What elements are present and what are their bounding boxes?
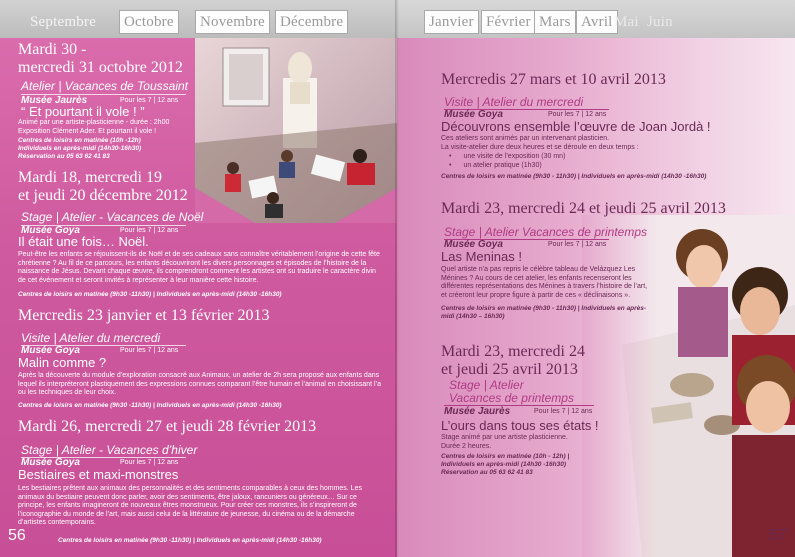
tab-juin[interactable]: Juin	[647, 14, 673, 30]
event-schedule: Centres de loisirs en matinée (9h30 -11h30) | Individuels en après-midi (14h30 -16h30)	[18, 291, 282, 298]
event-venue: Musée Jaurès	[21, 95, 88, 106]
event-title: Bestiaires et maxi-monstres	[18, 467, 179, 482]
event-title: Il était une fois… Noël.	[18, 234, 149, 249]
event-age: Pour les 7 | 12 ans	[120, 459, 179, 466]
event-date: Mercredis 27 mars et 10 avril 2013	[441, 71, 666, 88]
list-item: • un atelier pratique (1h30)	[463, 162, 565, 171]
tab-avril[interactable]: Avril	[576, 10, 618, 34]
event-category: Stage | Atelier Vacances de printemps	[444, 225, 648, 239]
event-description: Ces ateliers sont animés par un intervenant plasticien. La visite-atelier dure deux heures et se déroule en deux temps :	[441, 135, 639, 151]
event-age: Pour les 7 | 12 ans	[120, 347, 179, 354]
list-item: • une visite de l’exposition (30 mn)	[463, 153, 565, 162]
event-date: Mercredis 23 janvier et 13 février 2013	[18, 307, 270, 324]
event-category: Visite | Atelier du mercredi	[444, 95, 584, 109]
event-category: Atelier | Vacances de Toussaint	[21, 79, 188, 93]
event-venue: Musée Goya	[21, 225, 80, 236]
event-description: Quel artiste n’a pas repris le célèbre tableau de Velázquez Les Ménines ? Au cours de cet atelier, les enfants recenseront les différentes représentations des Ménines à travers l’histoire de l’art, et créeront leur propre figure à partir de ces « déclinaisons ».	[441, 266, 648, 299]
event-category: Stage | Atelier - Vacances de Noël	[21, 210, 204, 224]
left-page	[0, 0, 397, 557]
event-date: Mardi 23, mercredi 24 et jeudi 25 avril 2013	[441, 343, 585, 378]
event-age: Pour les 7 | 12 ans	[548, 241, 607, 248]
tab-fevrier[interactable]: Février	[481, 10, 536, 34]
tab-septembre[interactable]: Septembre	[30, 14, 96, 30]
month-tabs-left	[0, 0, 397, 38]
event-venue: Musée Goya	[21, 457, 80, 468]
event-title: “ Et pourtant il vole ! ”	[21, 104, 145, 119]
event-schedule: Centres de loisirs en matinée (9h30 - 11h30) | Individuels en après-midi (14h30 -16h30)	[441, 173, 707, 180]
event-title: Las Meninas !	[441, 249, 522, 264]
event-description: Peut-être les enfants se réjouissent-ils de Noël et de ses cadeaux sans connaître véritablement l’origine de cette fête chrétienne ? Au fil de ce parcours, les enfants découvriront les divers personnages et épisodes de l’histoire de la naissance de Jésus. Devant chaque œuvre, ils comprendront comment les artistes ont su traduire le caractère divin de cet événement et seront invités à représenter à leur manière cette histoire.	[18, 251, 380, 284]
event-date: Mardi 30 - mercredi 31 octobre 2012	[18, 41, 183, 76]
event-title: Malin comme ?	[18, 355, 107, 370]
event-venue: Musée Jaurès	[444, 406, 511, 417]
event-schedule: Centres de loisirs en matinée (10h - 12h) | Individuels en après-midi (14h30 -16h30) Réservation au 05 63 62 41 83	[441, 453, 570, 476]
event-date: Mardi 18, mercredi 19 et jeudi 20 décembre 2012	[18, 169, 188, 204]
event-title: L’ours dans tous ses états !	[441, 418, 599, 433]
tab-octobre[interactable]: Octobre	[119, 10, 179, 34]
tab-decembre[interactable]: Décembre	[275, 10, 348, 34]
page-number: 57	[769, 527, 787, 544]
activity-list	[449, 153, 565, 170]
event-description: Animé par une artiste-plasticienne - durée : 2h00 Exposition Clément Ader. Et pourtant il vole !	[18, 119, 170, 135]
event-description: Stage animé par une artiste plasticienne. Durée 2 heures.	[441, 434, 568, 450]
event-schedule: Centres de loisirs en matinée (9h30 -11h30) | Individuels en après-midi (14h30 -16h30)	[58, 537, 322, 544]
event-venue: Musée Goya	[21, 345, 80, 356]
event-schedule: Centres de loisirs en matinée (9h30 -11h30) | Individuels en après-midi (14h30 -16h30)	[18, 402, 282, 409]
event-age: Pour les 7 | 12 ans	[120, 97, 179, 104]
tab-janvier[interactable]: Janvier	[424, 10, 479, 34]
event-date: Mardi 23, mercredi 24 et jeudi 25 avril 2013	[441, 200, 726, 217]
gallery-photo	[195, 38, 397, 223]
right-page	[397, 0, 795, 557]
event-age: Pour les 7 | 12 ans	[548, 111, 607, 118]
month-tabs-right	[397, 0, 795, 38]
page-gutter	[395, 0, 399, 557]
page-number: 56	[8, 527, 26, 544]
tab-mars[interactable]: Mars	[534, 10, 576, 34]
event-category: Visite | Atelier du mercredi	[21, 331, 161, 345]
event-category: Stage | Atelier Vacances de printemps	[449, 378, 574, 405]
event-age: Pour les 7 | 12 ans	[534, 408, 593, 415]
event-schedule: Centres de loisirs en matinée (10h -12h) Individuels en après-midi (14h30-16h30) Réservation au 05 63 62 41 83	[18, 137, 142, 160]
event-date: Mardi 26, mercredi 27 et jeudi 28 février 2013	[18, 418, 317, 435]
event-description: Après la découverte du module d’exploration consacré aux Animaux, un atelier de 2h sera proposé aux enfants dans lequel ils interpréteront plastiquement des expressions connues comparant l’être humain et l’animal en choisissant l’a ou les techniques de leur choix.	[18, 372, 382, 397]
event-venue: Musée Goya	[444, 239, 503, 250]
gallery-photo-image	[195, 38, 397, 223]
tab-mai[interactable]: Mai	[614, 14, 639, 30]
event-category: Stage | Atelier - Vacances d’hiver	[21, 443, 198, 457]
tab-novembre[interactable]: Novembre	[195, 10, 270, 34]
event-title: Découvrons ensemble l’œuvre de Joan Jordà !	[441, 119, 711, 134]
event-age: Pour les 7 | 12 ans	[120, 227, 179, 234]
event-description: Les bestiaires prêtent aux animaux des personnalités et des sentiments comparables à ceux des hommes. Les animaux du bestiaire peuvent donc parler, avoir des sentiments, être jaloux, rancuniers ou généreux… Sur ce principe, les enfants imagineront de nouveaux êtres monstrueux. Pour créer ces monstres, ils s’inspireront de l’iconographie du monde de l’art, mais aussi celui de la littérature de jeunesse, du cinéma ou de la démarche d’artistes contemporains.	[18, 485, 362, 527]
event-venue: Musée Goya	[444, 109, 503, 120]
event-schedule: Centres de loisirs en matinée (9h30 - 11h30) | Individuels en après-midi (14h30 – 16h30)	[441, 305, 647, 320]
